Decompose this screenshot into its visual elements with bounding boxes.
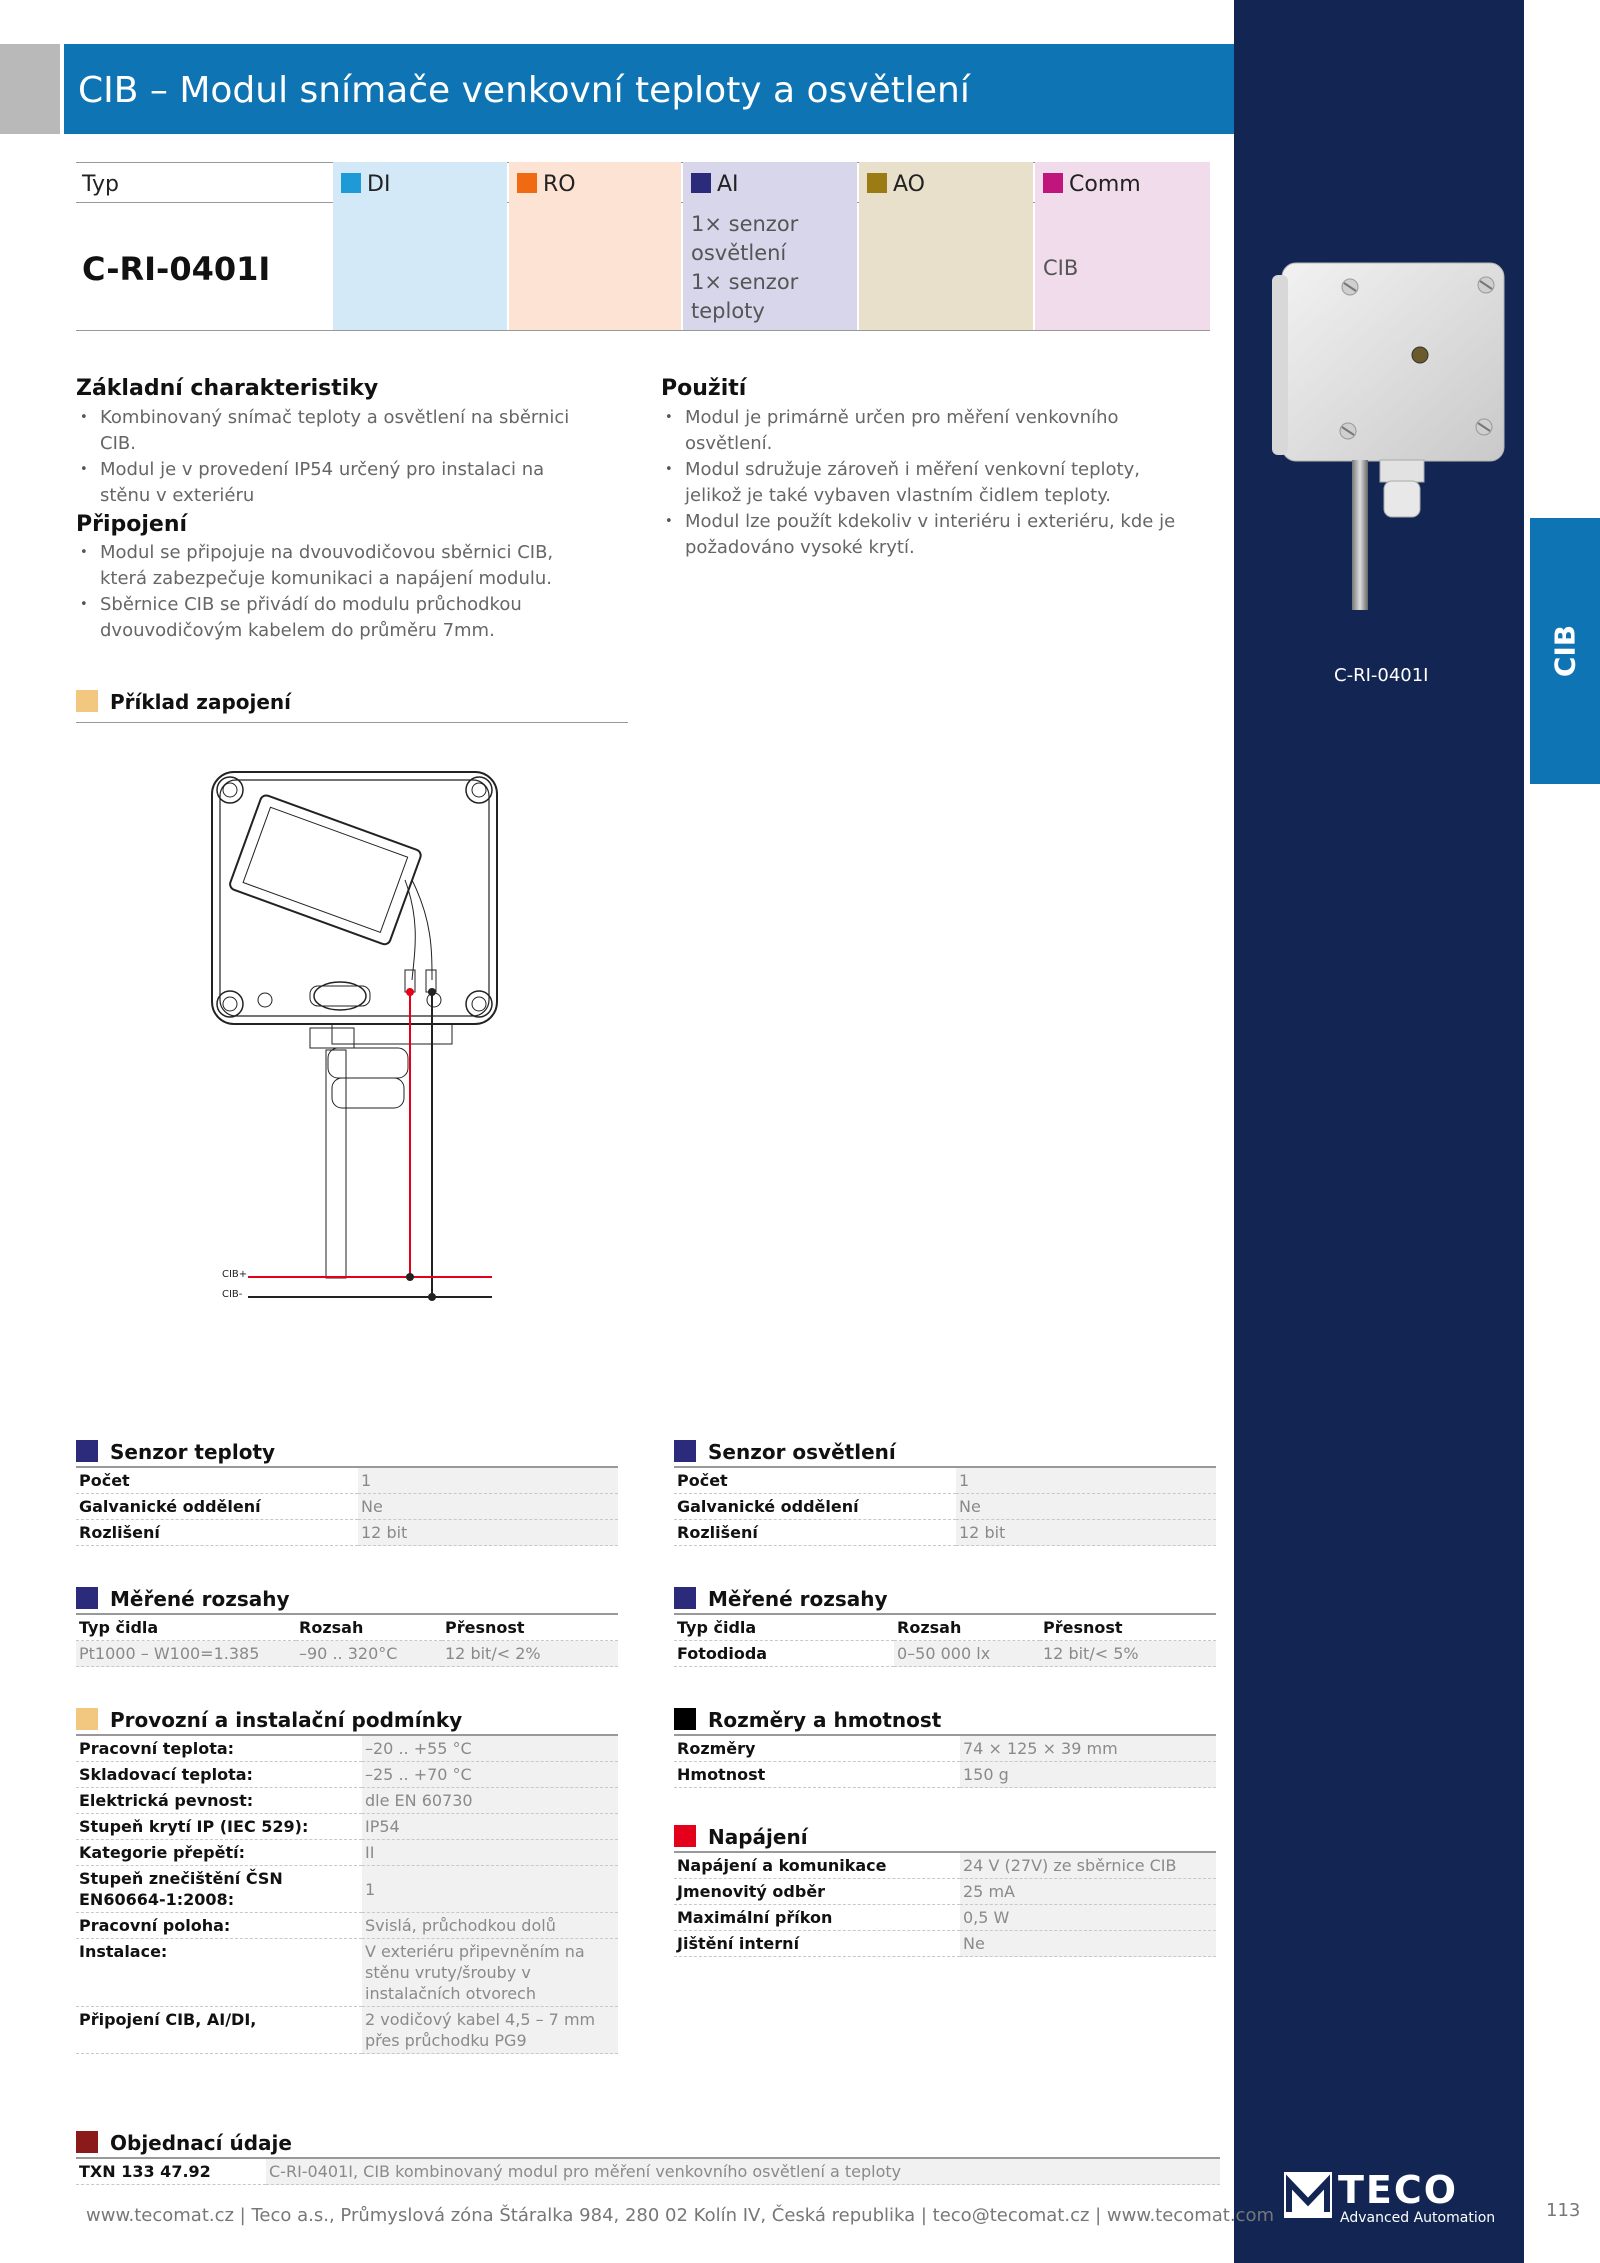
order-table <box>76 2157 1220 2185</box>
table-row <box>674 1735 1216 1762</box>
spec-key: Napájení a komunikace <box>674 1852 960 1879</box>
table-row <box>76 1735 618 1762</box>
ranges-left-table <box>76 1613 618 1667</box>
column-header: Přesnost <box>442 1614 618 1641</box>
order-square-icon <box>76 2131 98 2153</box>
list-item: • Modul je v provedení IP54 určený pro instalaci na stěnu v exteriéru <box>76 457 596 509</box>
wiring-rule <box>76 722 628 723</box>
spec-value: –25 .. +70 °C <box>362 1762 618 1788</box>
type-col-label: Comm <box>1069 172 1141 197</box>
list-item: • Modul se připojuje na dvouvodičovou sběrnici CIB, která zabezpečuje komunikaci a napájení modulu. <box>76 540 596 592</box>
column-header: Přesnost <box>1040 1614 1216 1641</box>
wiring-square-icon <box>76 690 98 712</box>
spec-key: Kategorie přepětí: <box>76 1840 362 1866</box>
spec-value: 12 bit/< 5% <box>1040 1641 1216 1667</box>
spec-value: 25 mA <box>960 1879 1216 1905</box>
table-row <box>674 1931 1216 1957</box>
type-col-comm <box>1035 162 1210 330</box>
operating-title <box>76 1708 462 1732</box>
spec-key: Připojení CIB, AI/DI, <box>76 2007 362 2054</box>
ranges-left-title <box>76 1587 290 1611</box>
list-item: • Sběrnice CIB se přivádí do modulu průchodkou dvouvodičovým kabelem do průměru 7mm. <box>76 592 596 644</box>
product-caption: C-RI-0401I <box>1334 665 1429 686</box>
order-code: TXN 133 47.92 <box>76 2158 266 2185</box>
operating-table <box>76 1734 618 2054</box>
bus-minus-label: CIB- <box>222 1289 243 1300</box>
usage-list <box>661 405 1201 561</box>
table-row <box>76 1913 618 1939</box>
spec-value: Ne <box>358 1494 618 1520</box>
connection-list <box>76 540 596 644</box>
spec-value: Pt1000 – W100=1.385 <box>76 1641 296 1667</box>
temp-sensor-table <box>76 1466 618 1546</box>
dimensions-table <box>674 1734 1216 1788</box>
basic-title: Základní charakteristiky <box>76 376 379 401</box>
spec-value: 12 bit <box>358 1520 618 1546</box>
type-label: Typ <box>82 172 119 197</box>
table-row <box>76 1866 618 1913</box>
spec-value: 74 × 125 × 39 mm <box>960 1735 1216 1762</box>
column-header: Typ čidla <box>674 1614 894 1641</box>
ranges-right-table <box>674 1613 1216 1667</box>
spec-key: Jištění interní <box>674 1931 960 1957</box>
ai-line: teploty <box>691 299 765 323</box>
ro-square-icon <box>517 173 537 193</box>
table-row <box>76 1840 618 1866</box>
spec-value: 24 V (27V) ze sběrnice CIB <box>960 1852 1216 1879</box>
column-header: Rozsah <box>894 1614 1040 1641</box>
spec-value: Ne <box>960 1931 1216 1957</box>
table-row <box>76 2158 1220 2185</box>
spec-value: 1 <box>956 1467 1216 1494</box>
table-row <box>76 1467 618 1494</box>
table-header-row <box>76 1614 618 1641</box>
wiring-title <box>76 690 291 714</box>
column-header: Rozsah <box>296 1614 442 1641</box>
spec-key: Galvanické oddělení <box>674 1494 956 1520</box>
spec-value: II <box>362 1840 618 1866</box>
usage-title: Použití <box>661 376 747 401</box>
header-accent <box>0 44 60 134</box>
spec-value: 0–50 000 lx <box>894 1641 1040 1667</box>
spec-key: Stupeň znečištění ČSN EN60664-1:2008: <box>76 1866 362 1913</box>
light-sensor-title <box>674 1440 896 1464</box>
bus-plus-label: CIB+ <box>222 1269 248 1280</box>
ranges-right-title-text: Měřené rozsahy <box>708 1587 888 1611</box>
spec-value: dle EN 60730 <box>362 1788 618 1814</box>
power-square-icon <box>674 1825 696 1847</box>
ai-line: 1× senzor <box>691 212 799 236</box>
ranges-square-icon <box>76 1587 98 1609</box>
ranges-left-title-text: Měřené rozsahy <box>110 1587 290 1611</box>
page-number: 113 <box>1546 2200 1581 2221</box>
operating-square-icon <box>76 1708 98 1730</box>
product-code: C-RI-0401I <box>82 250 271 288</box>
spec-key: Rozměry <box>674 1735 960 1762</box>
list-item: • Modul lze použít kdekoliv v interiéru i exteriéru, kde je požadováno vysoké krytí. <box>661 509 1201 561</box>
spec-value: V exteriéru připevněním na stěnu vruty/šrouby v instalačních otvorech <box>362 1939 618 2007</box>
ao-square-icon <box>867 173 887 193</box>
spec-key: Pracovní teplota: <box>76 1735 362 1762</box>
table-row <box>674 1879 1216 1905</box>
spec-key: Počet <box>674 1467 956 1494</box>
light-square-icon <box>674 1440 696 1462</box>
spec-value: 2 vodičový kabel 4,5 – 7 mm přes průchodku PG9 <box>362 2007 618 2054</box>
spec-key: Rozlišení <box>674 1520 956 1546</box>
table-row <box>76 2007 618 2054</box>
table-row <box>674 1641 1216 1667</box>
table-row <box>76 1814 618 1840</box>
connection-title: Připojení <box>76 512 188 537</box>
comm-line: CIB <box>1043 256 1079 280</box>
table-row <box>674 1467 1216 1494</box>
table-row <box>76 1641 618 1667</box>
spec-value: 1 <box>362 1866 618 1913</box>
dimensions-title <box>674 1708 941 1732</box>
basic-list <box>76 405 596 509</box>
column-header: Typ čidla <box>76 1614 296 1641</box>
footer-text: www.tecomat.cz | Teco a.s., Průmyslová zóna Štáralka 984, 280 02 Kolín IV, Česká republika | teco@tecomat.cz | www.tecomat.com <box>86 2205 1274 2226</box>
table-header-row <box>674 1614 1216 1641</box>
ranges-right-title <box>674 1587 888 1611</box>
list-item: • Kombinovaný snímač teploty a osvětlení na sběrnici CIB. <box>76 405 596 457</box>
wiring-diagram <box>200 760 520 1320</box>
temp-sensor-title <box>76 1440 275 1464</box>
spec-key: Galvanické oddělení <box>76 1494 358 1520</box>
spec-key: Počet <box>76 1467 358 1494</box>
list-item: • Modul je primárně určen pro měření venkovního osvětlení. <box>661 405 1201 457</box>
dimensions-square-icon <box>674 1708 696 1730</box>
spec-key: Elektrická pevnost: <box>76 1788 362 1814</box>
spec-value: Svislá, průchodkou dolů <box>362 1913 618 1939</box>
order-description: C-RI-0401I, CIB kombinovaný modul pro měření venkovního osvětlení a teploty <box>266 2158 1220 2185</box>
type-col-label: RO <box>543 172 576 197</box>
spec-key: Hmotnost <box>674 1762 960 1788</box>
type-col-ro <box>509 162 681 330</box>
section-tab-cib[interactable] <box>1530 518 1600 784</box>
spec-value: IP54 <box>362 1814 618 1840</box>
light-sensor-title-text: Senzor osvětlení <box>708 1440 896 1464</box>
table-row <box>76 1520 618 1546</box>
type-col-ai <box>683 162 857 330</box>
table-row <box>76 1939 618 2007</box>
list-item: • Modul sdružuje zároveň i měření venkovní teploty, jelikož je také vybaven vlastním čidlem teploty. <box>661 457 1201 509</box>
spec-key: Instalace: <box>76 1939 362 2007</box>
logo-name: TECO <box>1338 2168 1459 2212</box>
dimensions-title-text: Rozměry a hmotnost <box>708 1708 942 1732</box>
type-table-bottom-rule <box>76 330 1210 331</box>
table-row <box>76 1494 618 1520</box>
page-title: CIB – Modul snímače venkovní teploty a osvětlení <box>78 70 970 111</box>
power-title-text: Napájení <box>708 1825 808 1849</box>
comm-square-icon <box>1043 173 1063 193</box>
type-col-di <box>333 162 507 330</box>
order-title <box>76 2131 292 2155</box>
spec-key: Skladovací teplota: <box>76 1762 362 1788</box>
spec-value: 0,5 W <box>960 1905 1216 1931</box>
table-row <box>674 1762 1216 1788</box>
spec-key: Jmenovitý odběr <box>674 1879 960 1905</box>
light-sensor-table <box>674 1466 1216 1546</box>
spec-value: –90 .. 320°C <box>296 1641 442 1667</box>
spec-key: Stupeň krytí IP (IEC 529): <box>76 1814 362 1840</box>
spec-value: Ne <box>956 1494 1216 1520</box>
table-row <box>674 1494 1216 1520</box>
ranges-square-icon <box>674 1587 696 1609</box>
type-col-ao <box>859 162 1033 330</box>
spec-value: –20 .. +55 °C <box>362 1735 618 1762</box>
table-row <box>76 1762 618 1788</box>
spec-key: Maximální příkon <box>674 1905 960 1931</box>
temp-sensor-title-text: Senzor teploty <box>110 1440 276 1464</box>
table-row <box>674 1905 1216 1931</box>
table-row <box>76 1788 618 1814</box>
spec-value: 12 bit <box>956 1520 1216 1546</box>
section-tab-label: CIB <box>1548 624 1582 678</box>
di-square-icon <box>341 173 361 193</box>
table-row <box>674 1520 1216 1546</box>
spec-key: Pracovní poloha: <box>76 1913 362 1939</box>
wiring-title-text: Příklad zapojení <box>110 690 292 714</box>
type-col-label: AO <box>893 172 925 197</box>
spec-value: 12 bit/< 2% <box>442 1641 618 1667</box>
ai-line: 1× senzor <box>691 270 799 294</box>
type-col-label: AI <box>717 172 739 197</box>
power-table <box>674 1851 1216 1957</box>
spec-value: Fotodioda <box>674 1641 894 1667</box>
order-title-text: Objednací údaje <box>110 2131 292 2155</box>
temp-square-icon <box>76 1440 98 1462</box>
logo-tagline: Advanced Automation <box>1340 2210 1496 2226</box>
ai-line: osvětlení <box>691 241 787 265</box>
spec-key: Rozlišení <box>76 1520 358 1546</box>
power-title <box>674 1825 808 1849</box>
table-row <box>674 1852 1216 1879</box>
operating-title-text: Provozní a instalační podmínky <box>110 1708 463 1732</box>
spec-value: 1 <box>358 1467 618 1494</box>
teco-logo-icon <box>1284 2172 1332 2218</box>
spec-value: 150 g <box>960 1762 1216 1788</box>
ai-square-icon <box>691 173 711 193</box>
type-col-label: DI <box>367 172 391 197</box>
product-photo <box>1268 255 1508 620</box>
